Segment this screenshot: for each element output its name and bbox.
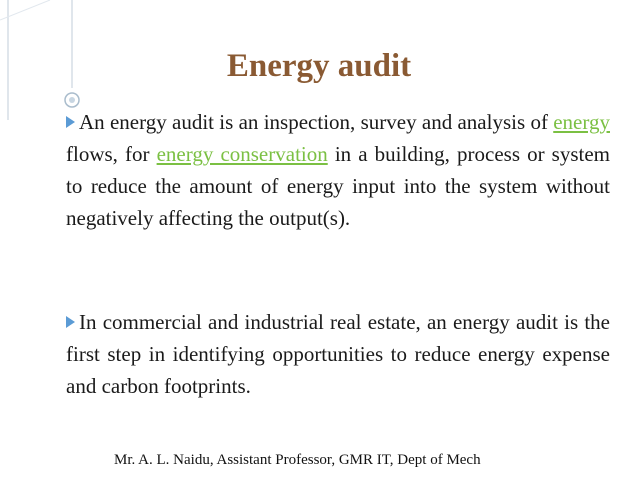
slide-footer: Mr. A. L. Naidu, Assistant Professor, GMR IT, Dept of Mech: [114, 452, 481, 468]
paragraph-energy-audit-commercial: [66, 306, 610, 402]
circle-decoration-inner-icon: [69, 97, 75, 103]
arrow-bullet-icon: [66, 116, 75, 128]
paragraph-energy-audit-definition: [66, 106, 610, 234]
paragraph1-text-part1: An energy audit is an inspection, survey and analysis of: [79, 110, 554, 134]
arrow-bullet-icon: [66, 316, 75, 328]
link-energy-conservation[interactable]: energy conservation: [156, 142, 328, 166]
paragraph1-text-part2: flows, for: [66, 142, 157, 166]
link-energy[interactable]: energy: [553, 110, 610, 134]
paragraph1-text-part3: in a building, process or system to reduce the amount of energy input into the system without negatively affecting the output(s).: [66, 142, 611, 230]
paragraph2-text: In commercial and industrial real estate, an energy audit is the first step in identifying opportunities to reduce energy expense and carbon footprints.: [66, 310, 610, 398]
slide-title: Energy audit: [226, 48, 412, 84]
